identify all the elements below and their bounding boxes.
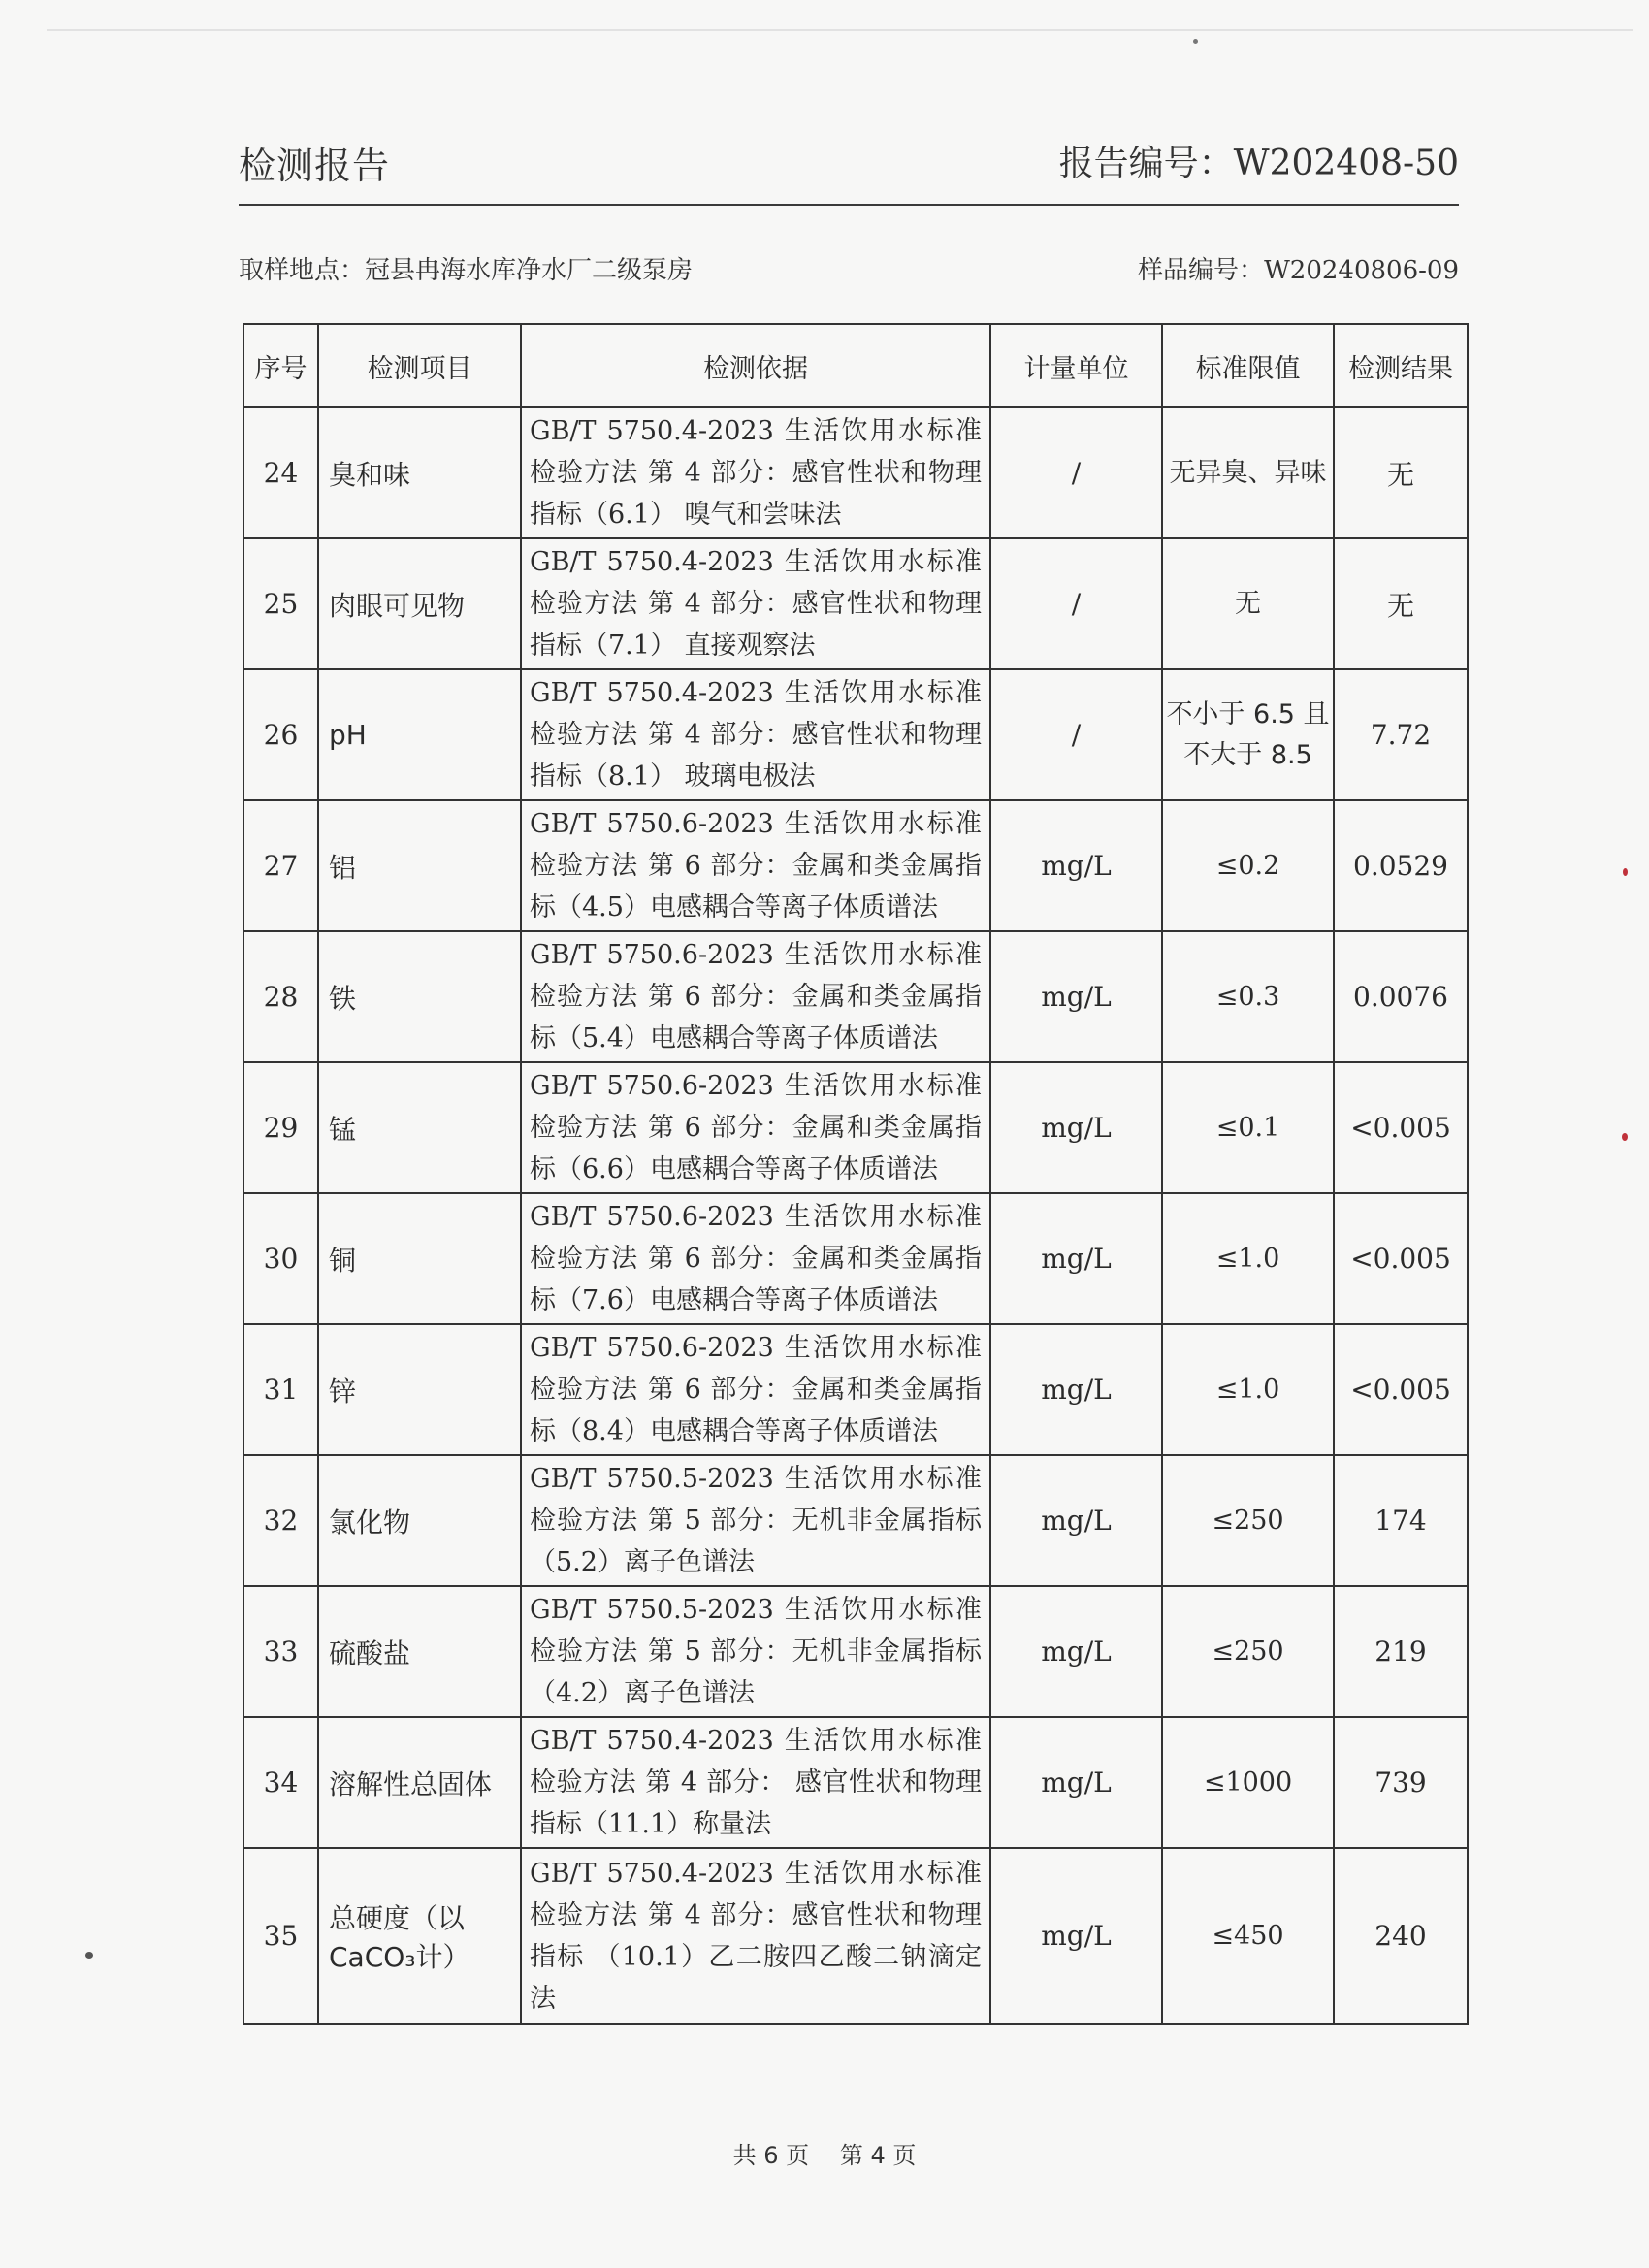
page-footer <box>0 2136 1649 2170</box>
row-no: 24 <box>243 407 318 538</box>
table-row <box>243 1848 1468 2024</box>
row-result: <0.005 <box>1334 1324 1468 1455</box>
row-no: 33 <box>243 1586 318 1717</box>
row-unit: mg/L <box>990 1062 1162 1193</box>
row-result: 739 <box>1334 1717 1468 1848</box>
row-item: 溶解性总固体 <box>318 1717 521 1848</box>
row-limit: ≤250 <box>1162 1455 1334 1586</box>
col-header-unit: 计量单位 <box>990 324 1162 407</box>
table-row <box>243 1586 1468 1717</box>
table-row <box>243 1717 1468 1848</box>
row-item: 锰 <box>318 1062 521 1193</box>
col-header-basis: 检测依据 <box>521 324 990 407</box>
row-result: 240 <box>1334 1848 1468 2024</box>
row-result: 0.0076 <box>1334 931 1468 1062</box>
row-basis: GB/T 5750.6-2023 生活饮用水标准检验方法 第 6 部分：金属和类金属指标（5.4）电感耦合等离子体质谱法 <box>521 931 990 1062</box>
row-limit: ≤1.0 <box>1162 1324 1334 1455</box>
row-result: <0.005 <box>1334 1062 1468 1193</box>
col-header-no: 序号 <box>243 324 318 407</box>
sample-number-label: 样品编号： <box>1138 256 1265 285</box>
row-basis: GB/T 5750.6-2023 生活饮用水标准检验方法 第 6 部分：金属和类金属指标（7.6）电感耦合等离子体质谱法 <box>521 1193 990 1324</box>
row-no: 30 <box>243 1193 318 1324</box>
row-limit: ≤0.1 <box>1162 1062 1334 1193</box>
row-result: 7.72 <box>1334 669 1468 800</box>
row-item: 臭和味 <box>318 407 521 538</box>
report-number <box>1059 136 1459 185</box>
row-item: 硫酸盐 <box>318 1586 521 1717</box>
row-result: 0.0529 <box>1334 800 1468 931</box>
row-no: 27 <box>243 800 318 931</box>
scan-edge-line <box>47 29 1633 31</box>
row-result: 219 <box>1334 1586 1468 1717</box>
row-basis: GB/T 5750.5-2023 生活饮用水标准检验方法 第 5 部分：无机非金属指标（4.2）离子色谱法 <box>521 1586 990 1717</box>
report-number-value: W202408-50 <box>1233 144 1459 183</box>
col-header-result: 检测结果 <box>1334 324 1468 407</box>
sample-number <box>1138 250 1459 286</box>
row-unit: / <box>990 538 1162 669</box>
row-basis: GB/T 5750.6-2023 生活饮用水标准检验方法 第 6 部分：金属和类金属指标（4.5）电感耦合等离子体质谱法 <box>521 800 990 931</box>
row-unit: mg/L <box>990 931 1162 1062</box>
col-header-item: 检测项目 <box>318 324 521 407</box>
row-basis: GB/T 5750.4-2023 生活饮用水标准检验方法 第 4 部分：感官性状和物理指标（8.1） 玻璃电极法 <box>521 669 990 800</box>
scan-speck <box>1622 1133 1628 1141</box>
row-limit: 不小于 6.5 且不大于 8.5 <box>1162 669 1334 800</box>
table-row <box>243 800 1468 931</box>
report-header <box>239 136 1459 206</box>
row-unit: mg/L <box>990 1586 1162 1717</box>
row-item: 铁 <box>318 931 521 1062</box>
table-row <box>243 1062 1468 1193</box>
row-no: 34 <box>243 1717 318 1848</box>
sample-meta <box>239 250 1459 289</box>
row-item: 总硬度（以CaCO₃计） <box>318 1848 521 2024</box>
row-limit: ≤1000 <box>1162 1717 1334 1848</box>
table-row <box>243 407 1468 538</box>
row-no: 31 <box>243 1324 318 1455</box>
page-title: 检测报告 <box>239 145 391 187</box>
row-basis: GB/T 5750.4-2023 生活饮用水标准检验方法 第 4 部分：感官性状和物理指标（7.1） 直接观察法 <box>521 538 990 669</box>
row-limit: ≤450 <box>1162 1848 1334 2024</box>
report-number-label: 报告编号： <box>1058 144 1234 183</box>
row-limit: ≤250 <box>1162 1586 1334 1717</box>
sample-number-value: W20240806-09 <box>1264 256 1459 285</box>
row-unit: mg/L <box>990 1193 1162 1324</box>
row-item: 铜 <box>318 1193 521 1324</box>
row-unit: mg/L <box>990 1717 1162 1848</box>
row-unit: mg/L <box>990 1455 1162 1586</box>
row-no: 35 <box>243 1848 318 2024</box>
table-row <box>243 1324 1468 1455</box>
col-header-limit: 标准限值 <box>1162 324 1334 407</box>
row-basis: GB/T 5750.4-2023 生活饮用水标准检验方法 第 4 部分：感官性状和物理指标 （10.1）乙二胺四乙酸二钠滴定法 <box>521 1848 990 2024</box>
row-unit: / <box>990 407 1162 538</box>
row-item: 肉眼可见物 <box>318 538 521 669</box>
row-basis: GB/T 5750.4-2023 生活饮用水标准检验方法 第 4 部分： 感官性状和物理指标（11.1）称量法 <box>521 1717 990 1848</box>
row-no: 32 <box>243 1455 318 1586</box>
scan-speck <box>85 1952 93 1959</box>
row-basis: GB/T 5750.6-2023 生活饮用水标准检验方法 第 6 部分：金属和类金属指标（8.4）电感耦合等离子体质谱法 <box>521 1324 990 1455</box>
sampling-location-label: 取样地点： <box>239 256 366 285</box>
row-basis: GB/T 5750.6-2023 生活饮用水标准检验方法 第 6 部分：金属和类金属指标（6.6）电感耦合等离子体质谱法 <box>521 1062 990 1193</box>
table-header-row <box>243 324 1468 407</box>
table-row <box>243 669 1468 800</box>
row-unit: mg/L <box>990 1848 1162 2024</box>
row-unit: mg/L <box>990 1324 1162 1455</box>
scan-speck <box>1623 868 1628 876</box>
row-no: 28 <box>243 931 318 1062</box>
row-unit: / <box>990 669 1162 800</box>
row-item: 氯化物 <box>318 1455 521 1586</box>
row-unit: mg/L <box>990 800 1162 931</box>
table-row <box>243 1455 1468 1586</box>
row-no: 26 <box>243 669 318 800</box>
row-limit: 无异臭、异味 <box>1162 407 1334 538</box>
scan-speck <box>1193 39 1198 44</box>
row-basis: GB/T 5750.5-2023 生活饮用水标准检验方法 第 5 部分：无机非金属指标（5.2）离子色谱法 <box>521 1455 990 1586</box>
table-row <box>243 931 1468 1062</box>
current-page: 第 4 页 <box>839 2142 917 2169</box>
row-item: 铝 <box>318 800 521 931</box>
row-result: <0.005 <box>1334 1193 1468 1324</box>
row-limit: ≤0.3 <box>1162 931 1334 1062</box>
sampling-location <box>239 250 693 286</box>
row-no: 29 <box>243 1062 318 1193</box>
row-limit: 无 <box>1162 538 1334 669</box>
table-row <box>243 1193 1468 1324</box>
row-result: 174 <box>1334 1455 1468 1586</box>
total-pages: 共 6 页 <box>732 2142 810 2169</box>
sampling-location-value: 冠县冉海水库净水厂二级泵房 <box>365 256 694 285</box>
row-item: pH <box>318 669 521 800</box>
row-basis: GB/T 5750.4-2023 生活饮用水标准检验方法 第 4 部分：感官性状和物理指标（6.1） 嗅气和尝味法 <box>521 407 990 538</box>
row-item: 锌 <box>318 1324 521 1455</box>
row-result: 无 <box>1334 538 1468 669</box>
row-limit: ≤0.2 <box>1162 800 1334 931</box>
table-row <box>243 538 1468 669</box>
results-table <box>242 323 1469 2025</box>
row-result: 无 <box>1334 407 1468 538</box>
row-no: 25 <box>243 538 318 669</box>
row-limit: ≤1.0 <box>1162 1193 1334 1324</box>
